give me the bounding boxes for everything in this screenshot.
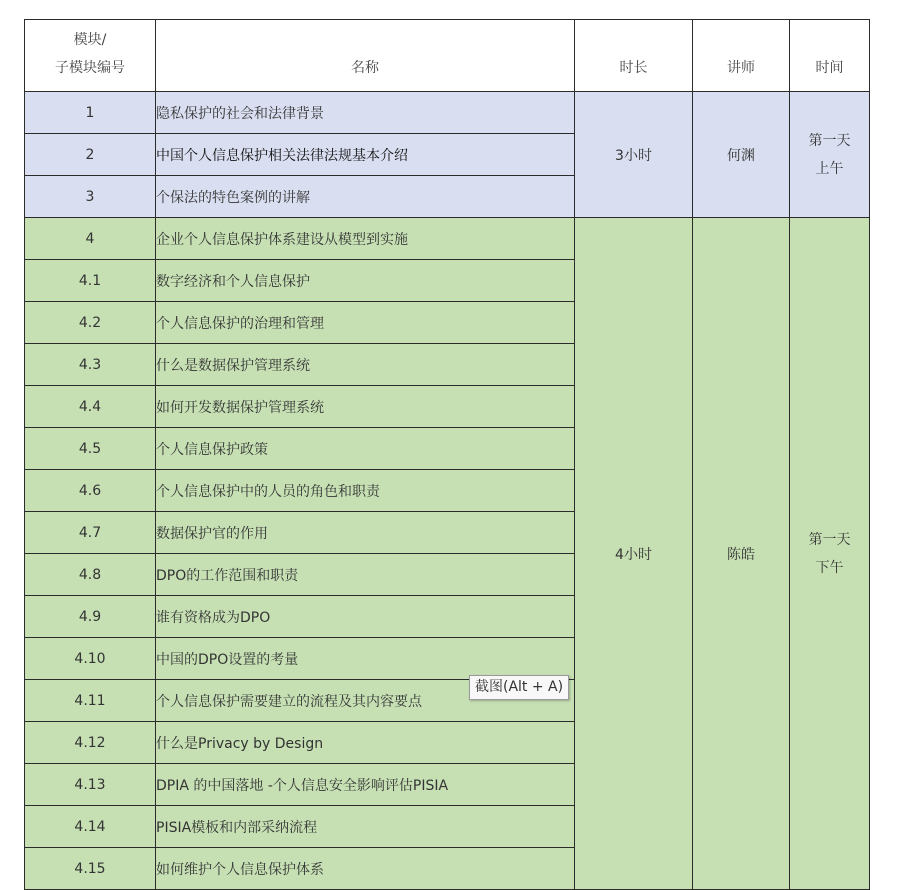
module-name-cell: 什么是数据保护管理系统 [156,344,575,386]
module-id-cell: 4.7 [25,512,156,554]
module-id-cell: 4.4 [25,386,156,428]
header-module-id-line1: 模块/ [73,32,107,48]
module-name-cell: 企业个人信息保护体系建设从模型到实施 [156,218,575,260]
module-id-cell: 4.10 [25,638,156,680]
session-period-label: 下午 [815,559,844,576]
header-time: 时间 [790,20,870,92]
module-id-cell: 4.12 [25,722,156,764]
module-name-cell: DPIA 的中国落地 -个人信息安全影响评估PISIA [156,764,575,806]
table-row [25,218,870,260]
module-name-cell: DPO的工作范围和职责 [156,554,575,596]
header-lecturer: 讲师 [693,20,790,92]
session-day-label: 第一天 [808,132,851,149]
module-name-cell: PISIA模板和内部采纳流程 [156,806,575,848]
module-name-cell: 如何开发数据保护管理系统 [156,386,575,428]
module-name-cell: 个人信息保护中的人员的角色和职责 [156,470,575,512]
header-row [25,20,870,92]
module-id-cell: 4 [25,218,156,260]
module-name-cell: 数字经济和个人信息保护 [156,260,575,302]
module-name-cell: 个人信息保护政策 [156,428,575,470]
module-id-cell: 4.1 [25,260,156,302]
module-id-cell: 4.9 [25,596,156,638]
module-id-cell: 4.14 [25,806,156,848]
duration-cell: 4小时 [575,218,693,890]
header-module-id [25,20,156,92]
module-id-cell: 4.15 [25,848,156,890]
table-row [25,92,870,134]
module-id-cell: 4.2 [25,302,156,344]
module-name-cell: 什么是Privacy by Design [156,722,575,764]
module-name-cell: 中国的DPO设置的考量 [156,638,575,680]
module-id-cell: 1 [25,92,156,134]
header-duration: 时长 [575,20,693,92]
module-name-cell: 个人信息保护的治理和管理 [156,302,575,344]
session-period-label: 上午 [815,160,844,177]
module-id-cell: 4.3 [25,344,156,386]
module-id-cell: 2 [25,134,156,176]
lecturer-cell: 陈皓 [693,218,790,890]
module-name-cell: 谁有资格成为DPO [156,596,575,638]
session-time-cell [790,92,870,218]
module-id-cell: 3 [25,176,156,218]
screenshot-tooltip: 截图(Alt + A) [469,675,569,700]
module-name-cell: 个人信息保护需要建立的流程及其内容要点 [156,680,575,722]
duration-cell: 3小时 [575,92,693,218]
module-name-cell: 数据保护官的作用 [156,512,575,554]
lecturer-cell: 何渊 [693,92,790,218]
session-day-label: 第一天 [808,531,851,548]
module-name-cell: 隐私保护的社会和法律背景 [156,92,575,134]
module-name-cell: 个保法的特色案例的讲解 [156,176,575,218]
module-name-cell: 中国个人信息保护相关法律法规基本介绍 [156,134,575,176]
header-module-id-line2: 子模块编号 [55,60,125,76]
module-id-cell: 4.6 [25,470,156,512]
module-name-cell: 如何维护个人信息保护体系 [156,848,575,890]
schedule-table [24,19,870,890]
module-id-cell: 4.5 [25,428,156,470]
header-name: 名称 [156,20,575,92]
module-id-cell: 4.8 [25,554,156,596]
module-id-cell: 4.11 [25,680,156,722]
session-time-cell [790,218,870,890]
module-id-cell: 4.13 [25,764,156,806]
